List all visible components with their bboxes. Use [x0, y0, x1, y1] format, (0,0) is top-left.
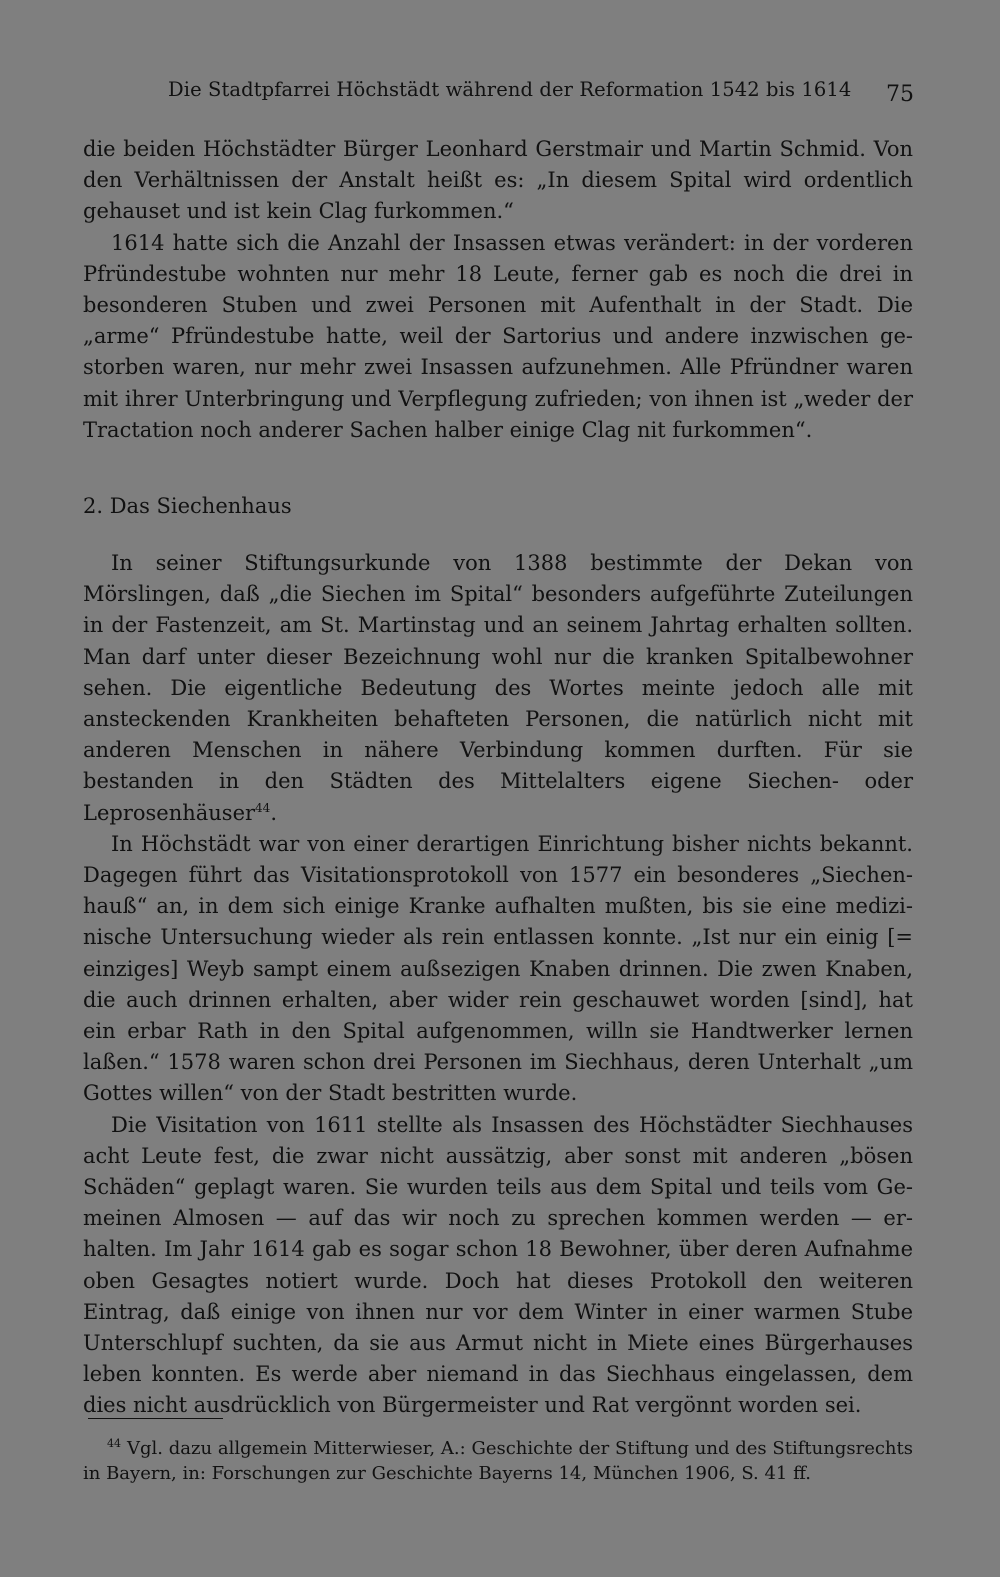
- page-number: 75: [886, 82, 914, 107]
- section-heading: 2. Das Siechenhaus: [83, 494, 292, 518]
- paragraph-1: die beiden Höchstädter Bürger Leonhard Gerstmair und Martin Schmid. Von den Verhältnissen der Anstalt heißt es: „In diesem Spital wird ordentlich gehauset und ist kein Clag furkommen.“: [83, 137, 913, 224]
- footnote-mark: 44: [107, 1437, 121, 1450]
- section-2-text: [83, 548, 913, 1422]
- running-head: Die Stadtpfarrei Höchstädt während der Reformation 1542 bis 1614: [168, 78, 852, 101]
- paragraph-3-end: .: [270, 800, 278, 825]
- paragraph-3-text: In seiner Stiftungsurkunde von 1388 bestimmte der Dekan von Mörslingen, daß „die Siechen im Spital“ besonders aufgeführte Zuteilungen in der Fastenzeit, am St. Martinstag und an seinem Jahrtag erhalten sollten. Man darf unter dieser Bezeichnung wohl nur die kranken Spitalbewohner sehen. Die eigentliche Bedeutung des Wortes meinte jedoch alle mit ansteckenden Krankheiten behafteten Personen, die natürlich nicht mit anderen Menschen in nähere Verbindung kommen durften. Für sie bestanden in den Städten des Mittelalters eigene Siechen- oder Leprosenhäuser: [83, 551, 913, 825]
- paragraph-4: In Höchstädt war von einer derartigen Einrichtung bisher nichts bekannt. Dagegen führt das Visitationsprotokoll von 1577 ein besonderes „Siechenhauß“ an, in dem sich einige Kranke aufhalten mußten, bis sie eine medizinische Untersuchung wieder als rein entlassen konnte. „Ist nur ein einig [= einziges] Weyb sampt einem außsezigen Knaben drinnen. Die zwen Knaben, die auch drinnen erhalten, aber wider rein geschauwet worden [sind], hat ein erbar Rath in den Spital aufgenommen, willn sie Handtwerker lernen laßen.“ 1578 waren schon drei Personen im Siechhaus, deren Unterhalt „um Gottes willen“ von der Stadt bestritten wurde.: [83, 831, 913, 1106]
- paragraph-2: 1614 hatte sich die Anzahl der Insassen etwas verändert: in der vorderen Pfründestube wohnten nur mehr 18 Leute, ferner gab es noch die drei in besonderen Stuben und zwei Personen mit Aufenthalt in der Stadt. Die „arme“ Pfründestube hatte, weil der Sartorius und andere inzwischen gestorben waren, nur mehr zwei Insassen aufzunehmen. Alle Pfründner waren mit ihrer Unterbringung und Verpflegung zufrieden; von ihnen ist „weder der Tractation noch anderer Sachen halber einige Clag nit furkommen“.: [83, 230, 913, 442]
- footnote-text: Vgl. dazu allgemein Mitterwieser, A.: Geschichte der Stiftung und des Stiftungsrechts in Bayern, in: Forschungen zur Geschichte Bayerns 14, München 1906, S. 41 ff.: [83, 1438, 913, 1484]
- footnote-reference: 44: [255, 800, 271, 815]
- section-1-text: [83, 134, 913, 446]
- footnote-separator: [88, 1418, 223, 1419]
- footnotes: [83, 1436, 913, 1486]
- paragraph-3: [83, 548, 913, 829]
- paragraph-5: Die Visitation von 1611 stellte als Insassen des Höchstädter Siechhauses acht Leute fest, die zwar nicht aussätzig, aber sonst mit anderen „bösen Schäden“ geplagt waren. Sie wurden teils aus dem Spital und teils vom Gemeinen Almosen — auf das wir noch zu sprechen kommen werden — erhalten. Im Jahr 1614 gab es sogar schon 18 Bewohner, über deren Aufnahme oben Gesagtes notiert wurde. Doch hat dieses Protokoll den weiteren Eintrag, daß einige von ihnen nur vor dem Winter in einer warmen Stube Unterschlupf suchten, da sie aus Armut nicht in Miete eines Bürgerhauses leben konnten. Es werde aber niemand in das Siechhaus eingelassen, dem dies nicht ausdrücklich von Bürgermeister und Rat vergönnt worden sei.: [83, 1112, 913, 1418]
- footnote-44: [83, 1436, 913, 1486]
